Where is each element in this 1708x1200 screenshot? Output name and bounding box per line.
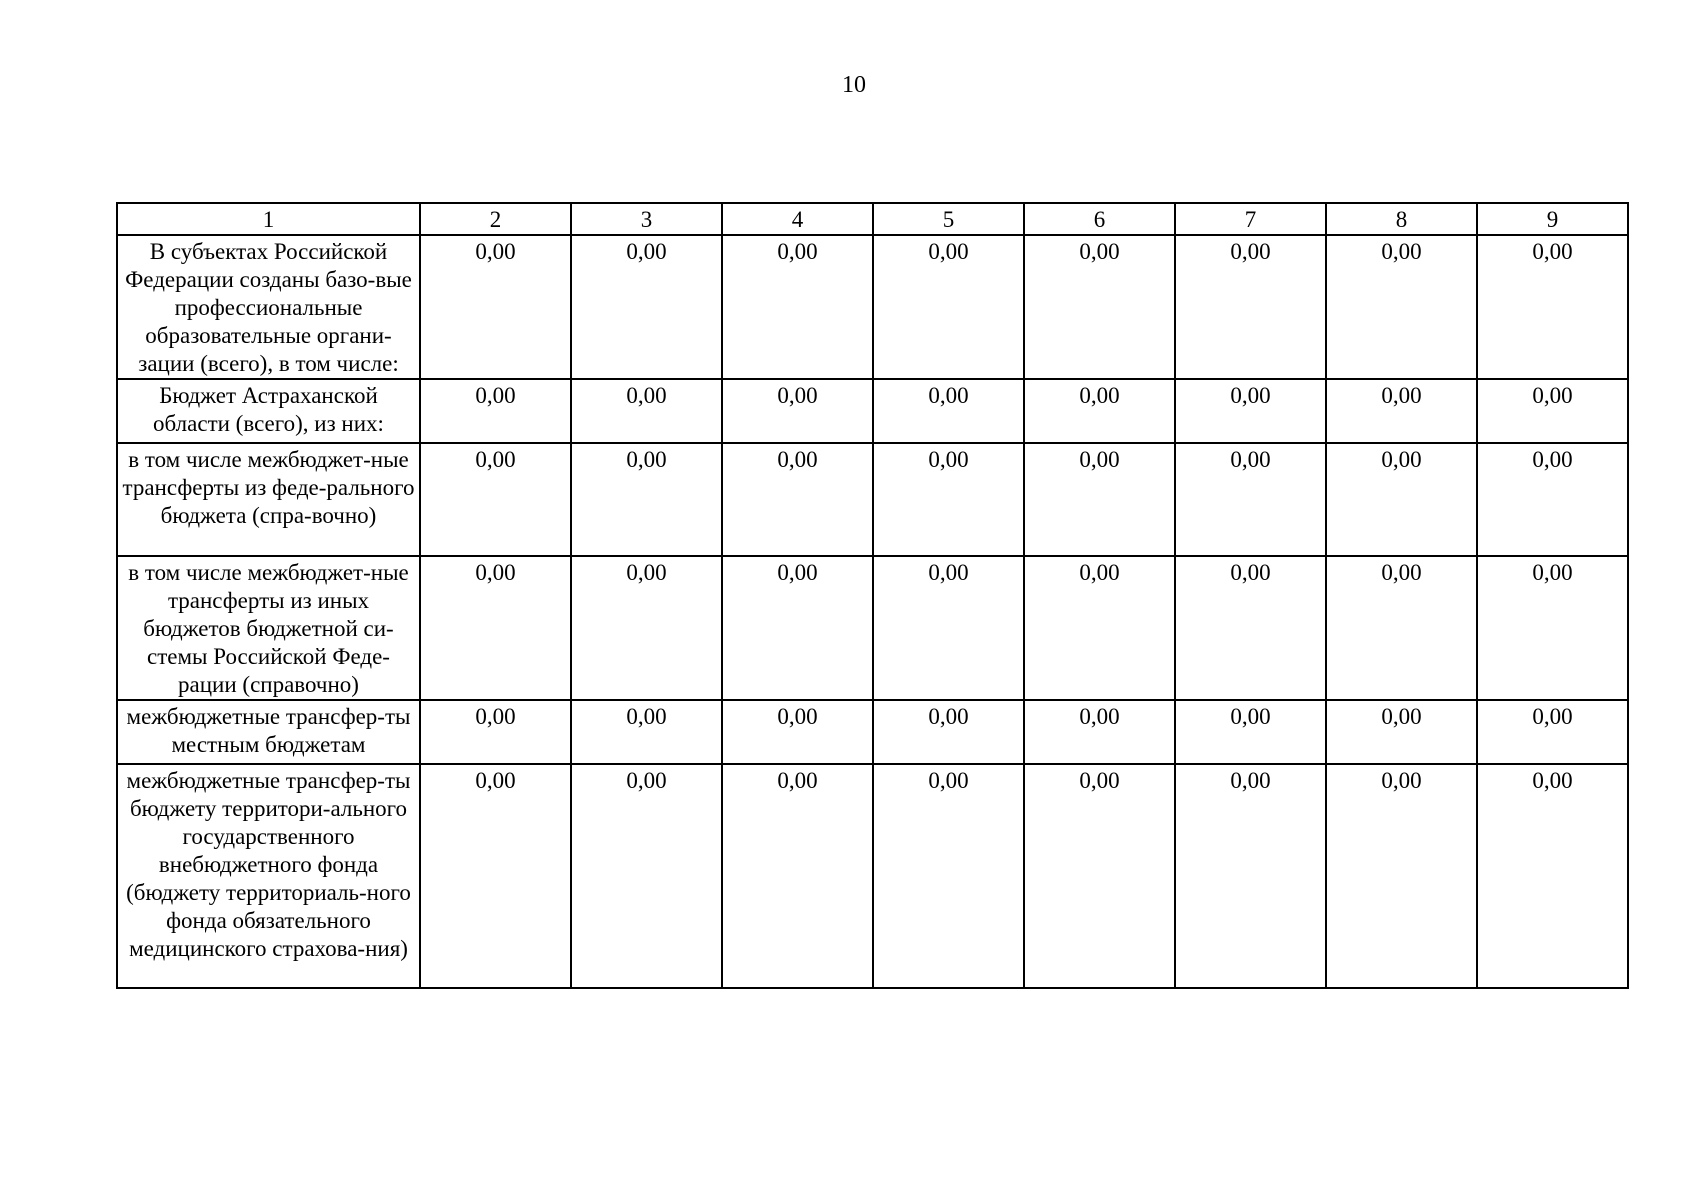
table-cell: 0,00 bbox=[1175, 700, 1326, 764]
table-cell: 0,00 bbox=[571, 556, 722, 700]
table-cell: 0,00 bbox=[1024, 700, 1175, 764]
row-label: В субъектах Российской Федерации созданы базо-вые профессиональные образовательные органи-зации (всего), в том числе: bbox=[117, 235, 420, 379]
table-cell: 0,00 bbox=[571, 764, 722, 988]
table-cell: 0,00 bbox=[420, 700, 571, 764]
column-header: 9 bbox=[1477, 203, 1628, 235]
table-cell: 0,00 bbox=[873, 235, 1024, 379]
column-header: 7 bbox=[1175, 203, 1326, 235]
table-cell: 0,00 bbox=[571, 443, 722, 556]
table-cell: 0,00 bbox=[420, 443, 571, 556]
table-cell: 0,00 bbox=[1477, 235, 1628, 379]
table-cell: 0,00 bbox=[722, 235, 873, 379]
table-cell: 0,00 bbox=[1175, 379, 1326, 443]
table-cell: 0,00 bbox=[1024, 764, 1175, 988]
table-cell: 0,00 bbox=[1326, 700, 1477, 764]
table-cell: 0,00 bbox=[873, 764, 1024, 988]
table-row bbox=[117, 235, 1628, 379]
table-cell: 0,00 bbox=[1477, 443, 1628, 556]
column-header: 8 bbox=[1326, 203, 1477, 235]
table-cell: 0,00 bbox=[722, 700, 873, 764]
row-label: в том числе межбюджет-ные трансферты из феде-рального бюджета (спра-вочно) bbox=[117, 443, 420, 556]
column-header: 2 bbox=[420, 203, 571, 235]
table-cell: 0,00 bbox=[1477, 764, 1628, 988]
table-cell: 0,00 bbox=[873, 556, 1024, 700]
table-cell: 0,00 bbox=[1477, 556, 1628, 700]
table-row bbox=[117, 764, 1628, 988]
table-cell: 0,00 bbox=[1326, 379, 1477, 443]
table-cell: 0,00 bbox=[1326, 556, 1477, 700]
table-cell: 0,00 bbox=[1326, 764, 1477, 988]
table-row bbox=[117, 443, 1628, 556]
table-cell: 0,00 bbox=[722, 443, 873, 556]
table-cell: 0,00 bbox=[571, 700, 722, 764]
row-label: межбюджетные трансфер-ты бюджету территори-ального государственного внебюджетного фонда (бюджету территориаль-ного фонда обязательного медицинского страхова-ния) bbox=[117, 764, 420, 988]
table-cell: 0,00 bbox=[1326, 443, 1477, 556]
table-cell: 0,00 bbox=[873, 700, 1024, 764]
column-header: 6 bbox=[1024, 203, 1175, 235]
table-cell: 0,00 bbox=[420, 379, 571, 443]
table-header-row bbox=[117, 203, 1628, 235]
table-cell: 0,00 bbox=[1175, 556, 1326, 700]
row-label: Бюджет Астраханской области (всего), из них: bbox=[117, 379, 420, 443]
table-cell: 0,00 bbox=[1175, 443, 1326, 556]
table-cell: 0,00 bbox=[722, 556, 873, 700]
table-cell: 0,00 bbox=[722, 764, 873, 988]
table-cell: 0,00 bbox=[1477, 700, 1628, 764]
table-cell: 0,00 bbox=[722, 379, 873, 443]
column-header: 3 bbox=[571, 203, 722, 235]
table-cell: 0,00 bbox=[1024, 443, 1175, 556]
column-header: 4 bbox=[722, 203, 873, 235]
table-cell: 0,00 bbox=[571, 379, 722, 443]
table-cell: 0,00 bbox=[420, 764, 571, 988]
table-cell: 0,00 bbox=[1024, 379, 1175, 443]
table-cell: 0,00 bbox=[873, 379, 1024, 443]
budget-table-container bbox=[116, 202, 1629, 989]
table-cell: 0,00 bbox=[1175, 764, 1326, 988]
table-cell: 0,00 bbox=[1326, 235, 1477, 379]
table-cell: 0,00 bbox=[1175, 235, 1326, 379]
row-label: межбюджетные трансфер-ты местным бюджетам bbox=[117, 700, 420, 764]
table-cell: 0,00 bbox=[571, 235, 722, 379]
table-cell: 0,00 bbox=[420, 556, 571, 700]
column-header: 1 bbox=[117, 203, 420, 235]
table-cell: 0,00 bbox=[1477, 379, 1628, 443]
table-cell: 0,00 bbox=[1024, 235, 1175, 379]
row-label: в том числе межбюджет-ные трансферты из иных бюджетов бюджетной си-стемы Российской Феде-рации (справочно) bbox=[117, 556, 420, 700]
table-cell: 0,00 bbox=[1024, 556, 1175, 700]
page-number: 10 bbox=[842, 72, 866, 98]
table-row bbox=[117, 379, 1628, 443]
table-row bbox=[117, 700, 1628, 764]
budget-table bbox=[116, 202, 1629, 989]
table-cell: 0,00 bbox=[420, 235, 571, 379]
table-row bbox=[117, 556, 1628, 700]
table-cell: 0,00 bbox=[873, 443, 1024, 556]
column-header: 5 bbox=[873, 203, 1024, 235]
